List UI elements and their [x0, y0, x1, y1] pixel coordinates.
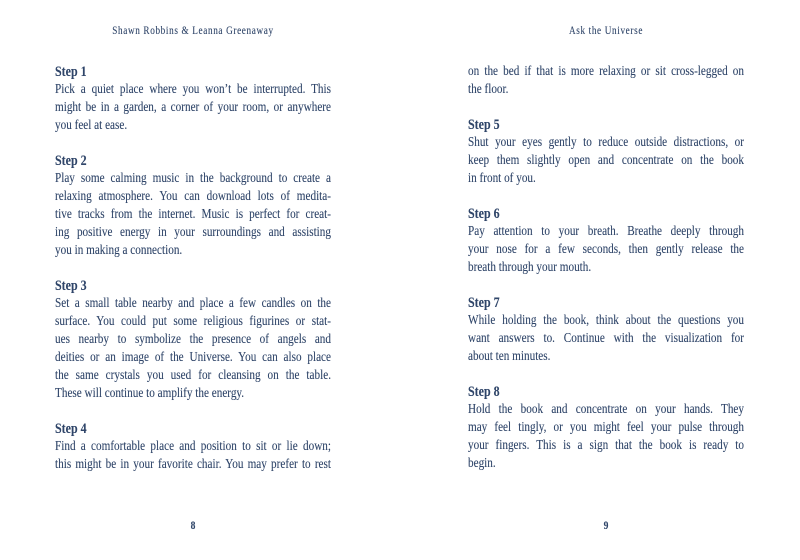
step-heading: Step 5: [468, 117, 500, 133]
text-line: on the bed if that is more relaxing or sit cross-legged on: [468, 64, 744, 79]
step-heading: Step 8: [468, 384, 500, 400]
left-page-steps: [55, 63, 331, 491]
text-line: the same crystals you used for cleansing on the table.: [55, 368, 331, 383]
running-head-book-title: Ask the Universe: [568, 25, 644, 37]
text-line: surface. You could put some religious figurines or stat-: [55, 314, 331, 329]
text-line: deities or an image of the Universe. You can also place: [55, 350, 331, 365]
step-block: [468, 383, 744, 473]
text-line: begin.: [468, 456, 496, 471]
text-line: Find a comfortable place and position to sit or lie down;: [55, 439, 331, 454]
page-number-left: 8: [190, 518, 196, 532]
text-line: breath through your mouth.: [468, 260, 592, 275]
text-line: may feel tingly, or you might feel your pulse through: [468, 420, 744, 435]
step-heading: Step 4: [55, 421, 87, 437]
step-block: [468, 63, 744, 99]
step-block: [55, 152, 331, 260]
step-block: [468, 205, 744, 277]
text-line: this might be in your favorite chair. You may prefer to rest: [55, 457, 331, 472]
text-line: While holding the book, think about the questions you: [468, 313, 744, 328]
page-number-right: 9: [603, 518, 609, 532]
text-line: ing positive energy in your surroundings and assisting: [55, 225, 331, 240]
text-line: Hold the book and concentrate on your hands. They: [468, 402, 744, 417]
text-line: in front of you.: [468, 171, 536, 186]
text-line: the floor.: [468, 82, 509, 97]
text-line: relaxing atmosphere. You can download lots of medita-: [55, 189, 331, 204]
text-line: your fingers. This is a sign that the book is ready to: [468, 438, 744, 453]
text-line: ues nearby to symbolize the presence of angels and: [55, 332, 331, 347]
step-heading: Step 6: [468, 206, 500, 222]
right-page-text-column: [468, 0, 744, 560]
step-block: [55, 420, 331, 474]
step-heading: Step 2: [55, 153, 87, 169]
text-line: Set a small table nearby and place a few candles on the: [55, 296, 331, 311]
step-block: [468, 116, 744, 188]
text-line: Shut your eyes gently to reduce outside distractions, or: [468, 135, 744, 150]
step-heading: Step 3: [55, 278, 87, 294]
text-line: about ten minutes.: [468, 349, 551, 364]
step-heading: Step 7: [468, 295, 500, 311]
text-line: Pick a quiet place where you won’t be interrupted. This: [55, 82, 331, 97]
step-block: [55, 277, 331, 403]
text-line: Play some calming music in the background to create a: [55, 171, 331, 186]
left-page-text-column: [55, 0, 331, 560]
text-line: keep them slightly open and concentrate on the book: [468, 153, 744, 168]
text-line: you in making a connection.: [55, 243, 183, 258]
step-block: [55, 63, 331, 135]
running-head-authors: Shawn Robbins & Leanna Greenaway: [112, 25, 274, 37]
step-heading: Step 1: [55, 64, 87, 80]
text-line: want answers to. Continue with the visualization for: [468, 331, 744, 346]
text-line: you feel at ease.: [55, 118, 128, 133]
right-page: [400, 0, 800, 560]
text-line: These will continue to amplify the energy.: [55, 386, 245, 401]
text-line: your nose for a few seconds, then gently release the: [468, 242, 744, 257]
right-page-steps: [468, 63, 744, 490]
text-line: might be in a garden, a corner of your room, or anywhere: [55, 100, 331, 115]
text-line: tive tracks from the internet. Music is perfect for creat-: [55, 207, 331, 222]
step-block: [468, 294, 744, 366]
text-line: Pay attention to your breath. Breathe deeply through: [468, 224, 744, 239]
